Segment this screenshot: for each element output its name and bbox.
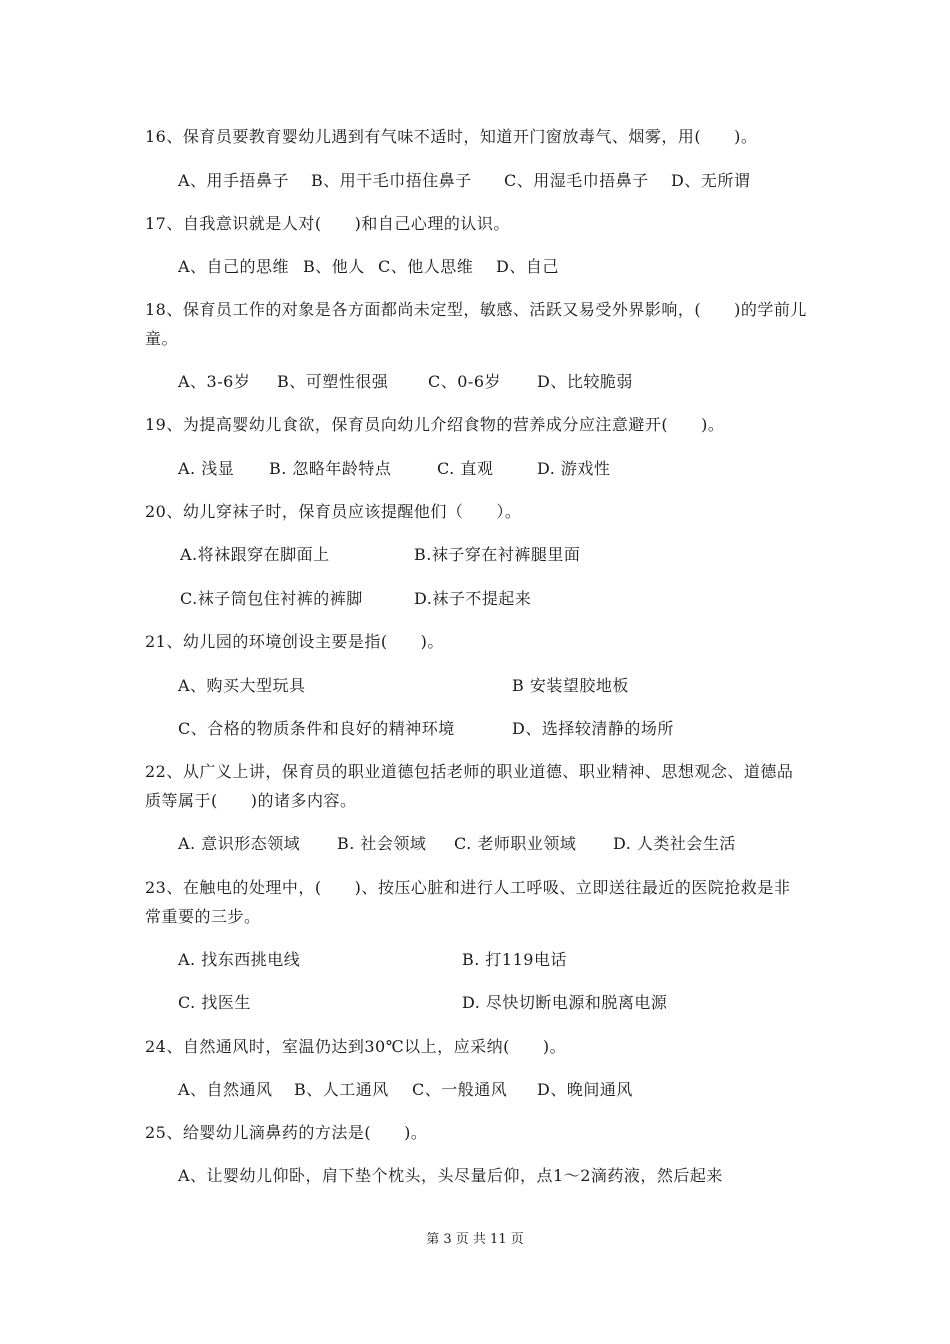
q23-option-c: C. 找医生: [178, 993, 251, 1012]
question-16: 16、保育员要教育婴幼儿遇到有气味不适时，知道开门窗放毒气、烟雾，用( )。: [145, 127, 758, 146]
q22-option-a: A. 意识形态领域: [178, 834, 301, 853]
q23-option-d: D. 尽快切断电源和脱离电源: [462, 993, 668, 1012]
q24-option-c: C、一般通风: [412, 1080, 508, 1099]
q16-option-c: C、用湿毛巾捂鼻子: [504, 171, 649, 190]
q16-option-d: D、无所谓: [671, 171, 751, 190]
q19-option-b: B. 忽略年龄特点: [269, 459, 392, 478]
q21-option-d: D、选择较清静的场所: [512, 719, 674, 738]
q20-option-a: A.将袜跟穿在脚面上: [180, 545, 330, 564]
q23-option-a: A. 找东西挑电线: [178, 950, 301, 969]
q19-option-a: A. 浅显: [178, 459, 235, 478]
q22-option-b: B. 社会领域: [337, 834, 427, 853]
q24-option-d: D、晚间通风: [537, 1080, 633, 1099]
q21-option-b: B 安装望胶地板: [512, 676, 629, 695]
q18-option-b: B、可塑性很强: [277, 372, 389, 391]
q19-option-c: C. 直观: [437, 459, 494, 478]
question-25: 25、给婴幼儿滴鼻药的方法是( )。: [145, 1123, 428, 1142]
question-18-line-2: 童。: [145, 329, 179, 348]
question-17: 17、自我意识就是人对( )和自己心理的认识。: [145, 214, 510, 233]
q22-option-c: C. 老师职业领域: [454, 834, 577, 853]
q16-option-b: B、用干毛巾捂住鼻子: [311, 171, 472, 190]
q25-option-a: A、让婴幼儿仰卧，肩下垫个枕头，头尽量后仰，点1～2滴药液，然后起来: [178, 1166, 723, 1185]
q21-option-a: A、购买大型玩具: [178, 676, 306, 695]
page-footer: 第 3 页 共 11 页: [426, 1232, 524, 1247]
q18-option-d: D、比较脆弱: [537, 372, 633, 391]
q18-option-a: A、3-6岁: [178, 372, 251, 391]
question-24: 24、自然通风时，室温仍达到30℃以上，应采纳( )。: [145, 1037, 567, 1056]
question-23-line-1: 23、在触电的处理中，( )、按压心脏和进行人工呼吸、立即送往最近的医院抢救是非: [145, 878, 791, 897]
q23-option-b: B. 打119电话: [462, 950, 567, 969]
q24-option-a: A、自然通风: [178, 1080, 273, 1099]
question-22-line-1: 22、从广义上讲，保育员的职业道德包括老师的职业道德、职业精神、思想观念、道德品: [145, 762, 794, 781]
q17-option-d: D、自己: [496, 257, 559, 276]
q20-option-c: C.袜子筒包住衬裤的裤脚: [180, 589, 363, 608]
question-21: 21、幼儿园的环境创设主要是指( )。: [145, 632, 444, 651]
q21-option-c: C、合格的物质条件和良好的精神环境: [178, 719, 455, 738]
question-18-line-1: 18、保育员工作的对象是各方面都尚未定型，敏感、活跃又易受外界影响，( )的学前儿: [145, 300, 807, 319]
q20-option-b: B.袜子穿在衬裤腿里面: [414, 545, 581, 564]
q19-option-d: D. 游戏性: [537, 459, 611, 478]
question-19: 19、为提高婴幼儿食欲，保育员向幼儿介绍食物的营养成分应注意避开( )。: [145, 415, 725, 434]
q18-option-c: C、0-6岁: [428, 372, 502, 391]
q17-option-a: A、自己的思维: [178, 257, 290, 276]
q24-option-b: B、人工通风: [294, 1080, 389, 1099]
q16-option-a: A、用手捂鼻子: [178, 171, 290, 190]
q17-option-b: B、他人: [303, 257, 365, 276]
q22-option-d: D. 人类社会生活: [613, 834, 736, 853]
question-20: 20、幼儿穿袜子时，保育员应该提醒他们（ ）。: [145, 502, 522, 521]
question-23-line-2: 常重要的三步。: [145, 907, 261, 926]
q17-option-c: C、他人思维: [378, 257, 474, 276]
question-22-line-2: 质等属于( )的诸多内容。: [145, 791, 357, 810]
q20-option-d: D.袜子不提起来: [414, 589, 532, 608]
